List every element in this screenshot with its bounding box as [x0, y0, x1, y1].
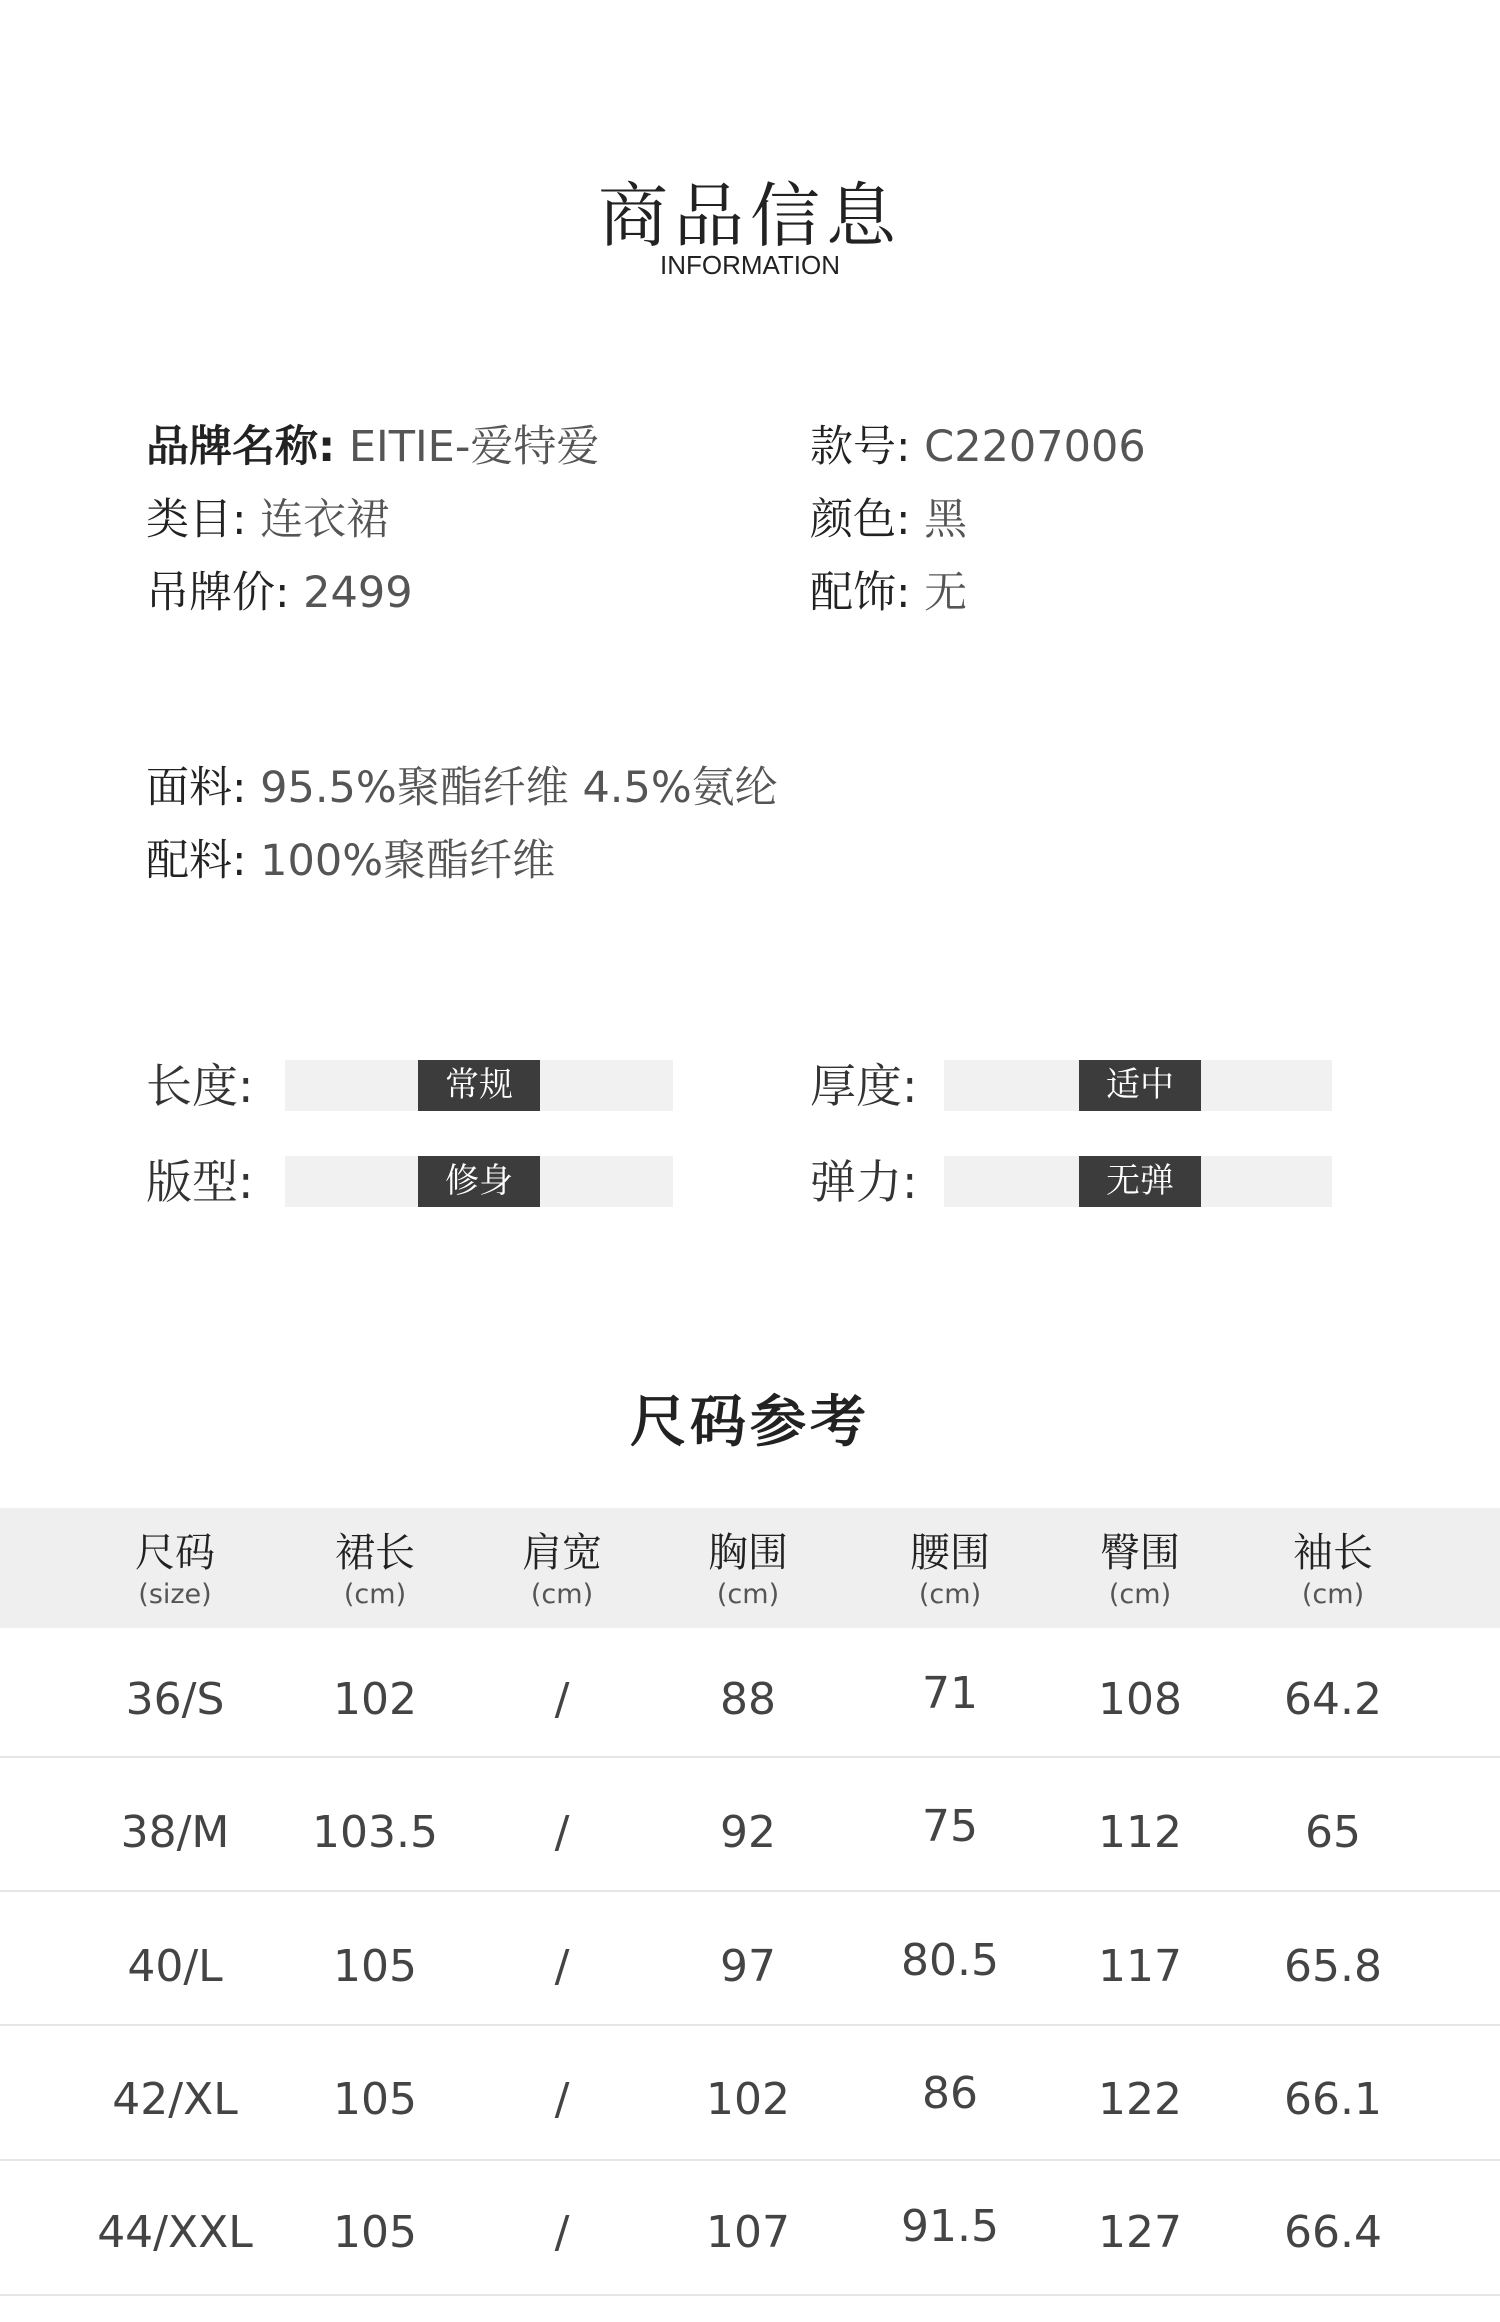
- style-number-value: C2207006: [924, 422, 1146, 472]
- size-table-header: [0, 1508, 1500, 1628]
- cell-bust: 88: [720, 1674, 776, 1725]
- color-row: [810, 492, 967, 548]
- header-waist: [850, 1528, 1050, 1612]
- cell-size: 42/XL: [112, 2074, 238, 2125]
- accessory-value: 无: [924, 568, 968, 618]
- table-row: [0, 2166, 1500, 2299]
- fit-label: 版型:: [146, 1155, 254, 1209]
- length-tag: 常规: [418, 1060, 540, 1111]
- header-dress-length-unit: (cm): [343, 1579, 407, 1610]
- cell-waist: 86: [922, 2068, 978, 2119]
- header-size-unit: (size): [138, 1579, 212, 1610]
- row-divider: [0, 2024, 1500, 2026]
- cell-size: 38/M: [120, 1807, 230, 1858]
- length-scale: [285, 1060, 673, 1111]
- cell-hip: 112: [1098, 1807, 1182, 1858]
- cell-hip: 127: [1098, 2207, 1182, 2258]
- header-shoulder-unit: (cm): [530, 1579, 594, 1610]
- accessory-row: [810, 565, 967, 621]
- color-label: 颜色:: [810, 495, 911, 545]
- fit-scale: [285, 1156, 673, 1207]
- cell-sleeve: 66.1: [1284, 2074, 1382, 2125]
- header-bust-label: 胸围: [708, 1530, 788, 1576]
- table-row: [0, 1633, 1500, 1766]
- header-size-label: 尺码: [135, 1530, 215, 1576]
- cell-waist: 80.5: [901, 1935, 999, 1986]
- page-subtitle: INFORMATION: [659, 250, 841, 280]
- cell-bust: 92: [720, 1807, 776, 1858]
- thickness-scale: [944, 1060, 1332, 1111]
- header-waist-label: 腰围: [910, 1530, 990, 1576]
- header-hip-label: 臀围: [1100, 1530, 1180, 1576]
- cell-sleeve: 64.2: [1284, 1674, 1382, 1725]
- header-waist-unit: (cm): [918, 1579, 982, 1610]
- cell-waist: 75: [922, 1801, 978, 1852]
- cell-dress-length: 103.5: [312, 1807, 438, 1858]
- lining-row: [146, 833, 555, 889]
- header-sleeve-unit: (cm): [1301, 1579, 1365, 1610]
- cell-sleeve: 65.8: [1284, 1941, 1382, 1992]
- price-row: [146, 565, 413, 621]
- cell-dress-length: 105: [333, 2207, 417, 2258]
- cell-shoulder: /: [554, 2074, 570, 2125]
- elasticity-scale: [944, 1156, 1332, 1207]
- fabric-row: [146, 760, 778, 816]
- header-size: [75, 1528, 275, 1612]
- header-bust: [648, 1528, 848, 1612]
- row-divider: [0, 1890, 1500, 1892]
- header-shoulder: [462, 1528, 662, 1612]
- table-row: [0, 2033, 1500, 2166]
- header-bust-unit: (cm): [716, 1579, 780, 1610]
- fabric-label: 面料:: [146, 763, 247, 813]
- brand-label: 品牌名称:: [146, 422, 336, 472]
- cell-hip: 117: [1098, 1941, 1182, 1992]
- price-label: 吊牌价:: [146, 568, 290, 618]
- cell-size: 44/XXL: [97, 2207, 253, 2258]
- header-hip-unit: (cm): [1108, 1579, 1172, 1610]
- cell-bust: 102: [706, 2074, 790, 2125]
- header-dress-length: [275, 1528, 475, 1612]
- table-row: [0, 1766, 1500, 1899]
- brand-value: EITIE-爱特爱: [348, 422, 600, 472]
- size-chart-title: 尺码参考: [630, 1390, 870, 1455]
- header-shoulder-label: 肩宽: [522, 1530, 602, 1576]
- cell-shoulder: /: [554, 1807, 570, 1858]
- header-dress-length-label: 裙长: [335, 1530, 415, 1576]
- category-row: [146, 492, 389, 548]
- cell-dress-length: 105: [333, 1941, 417, 1992]
- cell-sleeve: 66.4: [1284, 2207, 1382, 2258]
- cell-size: 40/L: [127, 1941, 223, 1992]
- lining-label: 配料:: [146, 836, 247, 886]
- cell-hip: 108: [1098, 1674, 1182, 1725]
- style-number-label: 款号:: [810, 422, 911, 472]
- cell-dress-length: 105: [333, 2074, 417, 2125]
- cell-bust: 97: [720, 1941, 776, 1992]
- thickness-label: 厚度:: [810, 1059, 918, 1113]
- row-divider: [0, 2294, 1500, 2296]
- cell-dress-length: 102: [333, 1674, 417, 1725]
- category-value: 连衣裙: [260, 495, 390, 545]
- color-value: 黑: [924, 495, 968, 545]
- price-value: 2499: [303, 568, 413, 618]
- brand-row: [146, 419, 599, 475]
- cell-waist: 91.5: [901, 2201, 999, 2252]
- lining-value: 100%聚酯纤维: [260, 836, 556, 886]
- elasticity-label: 弹力:: [810, 1155, 918, 1209]
- accessory-label: 配饰:: [810, 568, 911, 618]
- cell-shoulder: /: [554, 2207, 570, 2258]
- header-sleeve-label: 袖长: [1293, 1530, 1373, 1576]
- cell-shoulder: /: [554, 1674, 570, 1725]
- fabric-value: 95.5%聚酯纤维 4.5%氨纶: [260, 763, 778, 813]
- cell-sleeve: 65: [1305, 1807, 1361, 1858]
- cell-size: 36/S: [125, 1674, 225, 1725]
- page-title: 商品信息: [598, 175, 902, 257]
- length-label: 长度:: [146, 1059, 254, 1113]
- fit-tag: 修身: [418, 1156, 540, 1207]
- table-row: [0, 1900, 1500, 2033]
- cell-hip: 122: [1098, 2074, 1182, 2125]
- category-label: 类目:: [146, 495, 247, 545]
- cell-bust: 107: [706, 2207, 790, 2258]
- elasticity-tag: 无弹: [1079, 1156, 1201, 1207]
- cell-waist: 71: [922, 1668, 978, 1719]
- thickness-tag: 适中: [1079, 1060, 1201, 1111]
- style-number-row: [810, 419, 1146, 475]
- row-divider: [0, 1756, 1500, 1758]
- header-hip: [1040, 1528, 1240, 1612]
- row-divider: [0, 2159, 1500, 2161]
- header-sleeve: [1233, 1528, 1433, 1612]
- cell-shoulder: /: [554, 1941, 570, 1992]
